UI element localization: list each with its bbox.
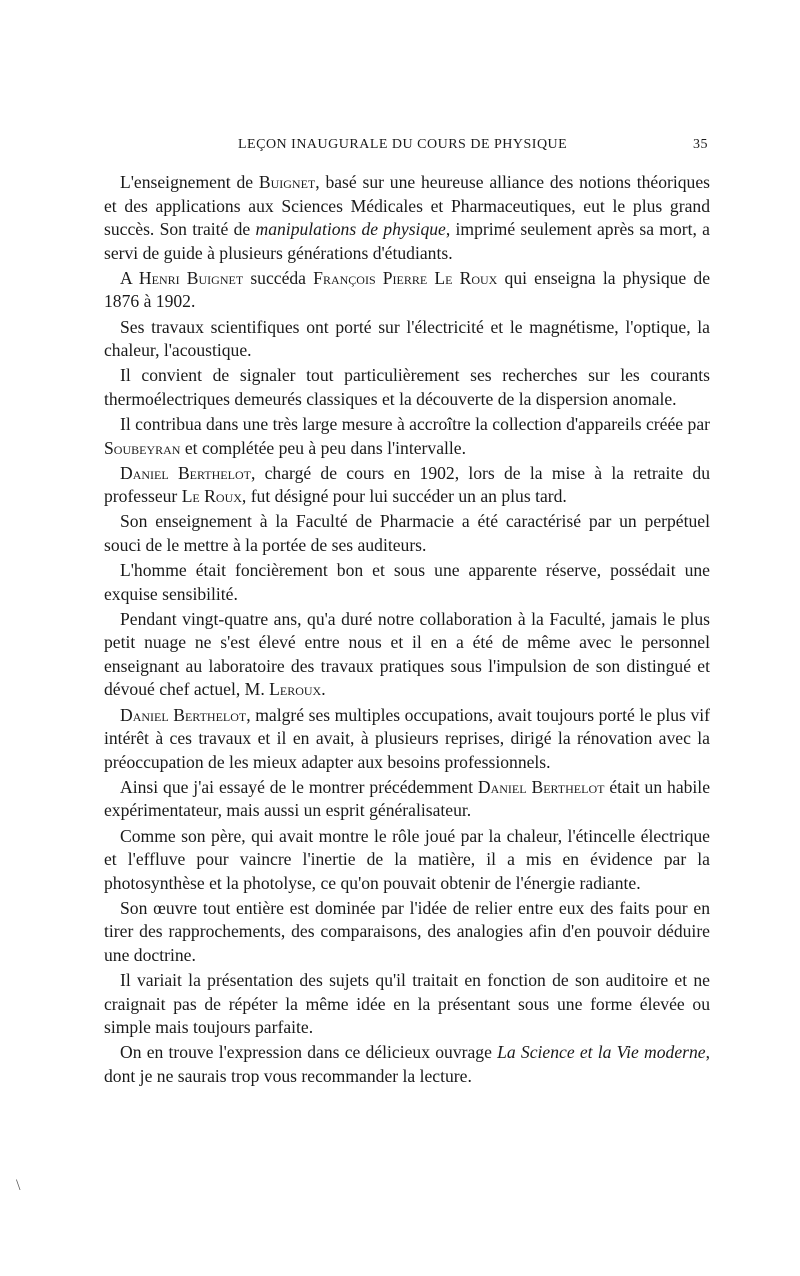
margin-mark: \ [16, 1177, 21, 1194]
paragraph-10 [104, 704, 710, 775]
text-run: . [321, 679, 326, 700]
person-name: Soubeyran [104, 437, 181, 458]
person-name: Le Roux [181, 486, 242, 507]
text-run: L'enseignement de [120, 172, 259, 192]
page-number: 35 [693, 137, 708, 152]
text-run: Ainsi que j'ai essayé de le montrer précédemment [120, 776, 478, 797]
paragraph-14: Il variait la présentation des sujets qu'il traitait en fonction de son auditoire et ne craignait pas de répéter la même idée en la présentant sous une forme élevée ou simple mais toujours parfaite. [104, 970, 710, 1038]
person-name: Henri Buignet [138, 267, 244, 288]
paragraph-1 [104, 171, 710, 265]
person-name: Buignet [258, 172, 316, 192]
text-run: , basé sur une heureuse alliance des notions théoriques et des applications aux Sciences Médicales et Pharmaceutiques, eut le plus grand succès. Son traité de [104, 172, 710, 240]
paragraph-7: Son enseignement à la Faculté de Pharmacie a été caractérisé par un perpétuel souci de le mettre à la portée de ses auditeurs. [104, 511, 710, 555]
text-run: A [120, 267, 139, 288]
person-name: François Pierre Le Roux [313, 267, 498, 288]
paragraph-4: Il convient de signaler tout particulièrement ses recherches sur les courants thermoélectriques demeurés classiques et la découverte de la dispersion anomale. [104, 365, 710, 409]
paragraph-6 [104, 462, 710, 509]
paragraph-13: Son œuvre tout entière est dominée par l'idée de relier entre eux des faits pour en tirer des rapprochements, des comparaisons, des analogies afin d'en pouvoir déduire une doctrine. [104, 897, 710, 965]
paragraph-3: Ses travaux scientifiques ont porté sur l'électricité et le magnétisme, l'optique, la chaleur, l'acoustique. [104, 316, 710, 361]
text-run: Pendant vingt-quatre ans, qu'a duré notre collaboration à la Faculté, jamais le plus petit nuage ne s'est élevé entre nous et il en a été de même avec le personnel enseignant au laboratoire des travaux pratiques sous l'impulsion de son distingué et dévoué chef actuel, M. [104, 608, 710, 700]
person-name: Leroux [269, 679, 322, 700]
text-run: et complétée peu à peu dans l'intervalle. [180, 437, 466, 458]
text-run: était un habile expérimentateur, mais aussi un esprit généralisateur. [104, 776, 711, 821]
paragraph-12: Comme son père, qui avait montre le rôle joué par la chaleur, l'étincelle électrique et l'effluve pour vaincre l'inertie de la matière, il a mis en évidence par la photosynthèse et la photolyse, ce qu'on pouvait obtenir de l'énergie radiante. [104, 825, 710, 893]
person-name: Daniel Berthelot [120, 462, 251, 483]
paragraph-5 [104, 413, 710, 460]
running-title: LEÇON INAUGURALE DU COURS DE PHYSIQUE [238, 137, 568, 152]
paragraph-11 [104, 776, 710, 823]
text-run: , malgré ses multiples occupations, avait toujours porté le plus vif intérêt à ces travaux et il en avait, à plusieurs reprises, dirigé la rénovation avec la préoccupation de les mieux adapter aux besoins professionnels. [104, 704, 711, 772]
text-run: On en trouve l'expression dans ce délicieux ouvrage [120, 1042, 498, 1063]
text-run: , fut désigné pour lui succéder un an plus tard. [241, 486, 567, 507]
book-title: La Science et la Vie moderne [497, 1042, 706, 1063]
person-name: Daniel Berthelot [477, 776, 605, 797]
text-run: , imprimé seulement après sa mort, a servi de guide à plusieurs générations d'étudiants. [104, 219, 710, 263]
text-run: , dont je ne saurais trop vous recommander la lecture. [104, 1042, 711, 1086]
page-header [104, 137, 708, 157]
paragraph-9 [104, 608, 710, 702]
text-run: qui enseigna la physique de 1876 à 1902. [104, 267, 711, 312]
paragraph-15 [104, 1041, 710, 1088]
text-run: Il contribua dans une très large mesure à accroître la collection d'appareils créée par [120, 413, 710, 434]
text-run: , chargé de cours en 1902, lors de la mise à la retraite du professeur [104, 462, 710, 507]
paragraph-8: L'homme était foncièrement bon et sous une apparente réserve, possédait une exquise sensibilité. [104, 560, 710, 604]
person-name: Daniel Berthelot [120, 704, 247, 725]
text-run: succéda [243, 267, 314, 288]
paragraph-2 [104, 267, 710, 314]
book-title: manipulations de physique [255, 219, 446, 240]
body-text [104, 171, 710, 1090]
